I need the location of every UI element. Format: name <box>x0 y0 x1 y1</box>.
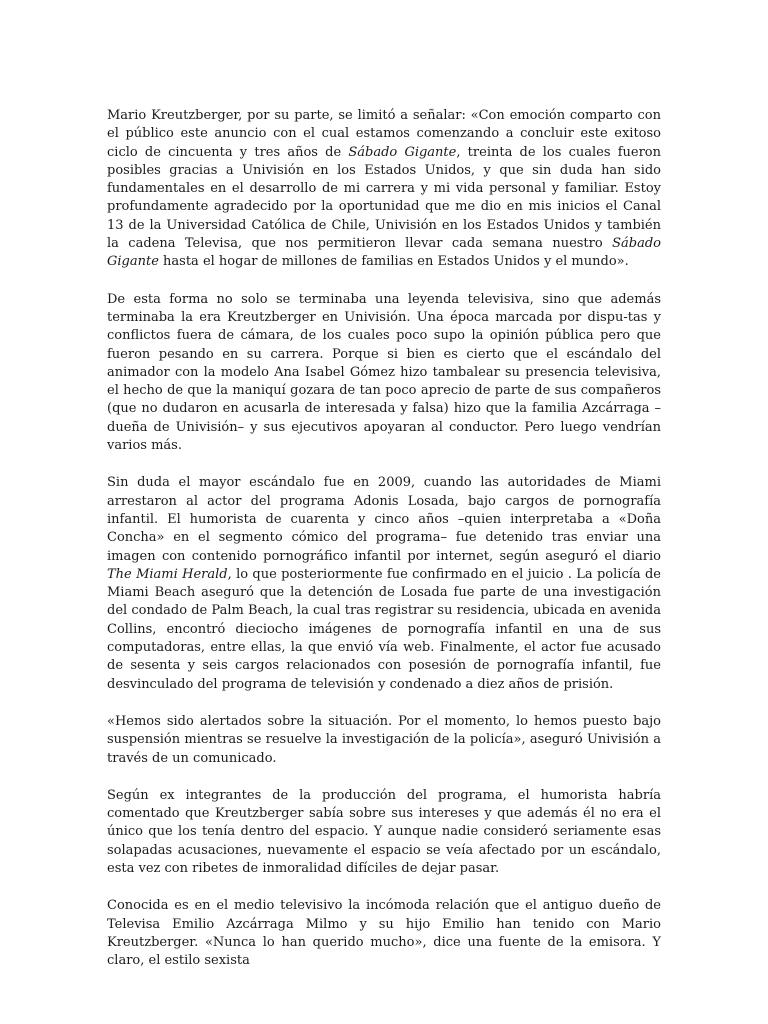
paragraph-1 <box>107 107 661 272</box>
paragraph-4-text: «Hemos sido alertados sobre la situación. Por el momento, lo hemos puesto bajo suspensión mientras se resuelve la investigación de la policía», aseguró Univisión a través de un comunicado. <box>107 713 661 766</box>
document-page <box>107 107 661 989</box>
paragraph-1-title-sabado-gigante-2: Sábado Gigante <box>107 236 661 270</box>
paragraph-3 <box>107 474 661 694</box>
paragraph-2-text: De esta forma no solo se terminaba una leyenda televisiva, sino que además terminaba la era Kreutzberger en Univisión. Una época marcada por dispu-tas y conflictos fuera de cámara, de los cuales poco supo la opinión pública pero que fueron pesando en su carrera. Porque si bien es cierto que el escándalo del animador con la modelo Ana Isabel Gómez hizo tambalear su presencia televisiva, el hecho de que la maniquí gozara de tan poco aprecio de parte de sus compañeros (que no dudaron en acusarla de interesada y falsa) hizo que la familia Azcárraga –dueña de Univisión– y sus ejecutivos apoyaran al conductor. Pero luego vendrían varios más. <box>107 291 661 454</box>
paragraph-3-text-1: Sin duda el mayor escándalo fue en 2009, cuando las autoridades de Miami arrestaron al actor del programa Adonis Losada, bajo cargos de pornografía infantil. El humorista de cuarenta y cinco años –quien interpretaba a «Doña Concha» en el segmento cómico del programa– fue detenido tras enviar una imagen con contenido pornográfico infantil por internet, según aseguró el diario <box>107 475 661 564</box>
paragraph-5-text: Según ex integrantes de la producción del programa, el humorista habría comentado que Kreutzberger sabía sobre sus intereses y que además él no era el único que los tenía dentro del espacio. Y aunque nadie consideró seriamente esas solapadas acusaciones, nuevamente el espacio se veía afectado por un escándalo, esta vez con ribetes de inmoralidad difíciles de dejar pasar. <box>107 787 661 876</box>
paragraph-1-title-sabado-gigante: Sábado Gigante <box>348 144 457 160</box>
paragraph-1-text-1: Mario Kreutzberger, por su parte, se limitó a señalar: «Con emoción comparto con el público este anuncio con el cual estamos comenzando a concluir este exitoso ciclo de cincuenta y tres años de <box>107 108 661 160</box>
paragraph-1-text-2: , treinta de los cuales fueron posibles gracias a Univisión en los Estados Unidos, y que sin duda han sido fundamentales en el desarrollo de mi carrera y mi vida personal y familiar. Estoy profundamente agradecido por la oportunidad que me dio en mis inicios el Canal 13 de la Universidad Católica de Chile, Univisión en los Estados Unidos y también la cadena Televisa, que nos permitieron llevar cada semana nuestro <box>107 144 661 252</box>
paragraph-6-text: Conocida es en el medio televisivo la incómoda relación que el antiguo dueño de Televisa Emilio Azcárraga Milmo y su hijo Emilio han tenido con Mario Kreutzberger. «Nunca lo han querido mucho», dice una fuente de la emisora. Y claro, el estilo sexista <box>107 898 661 969</box>
paragraph-2 <box>107 291 661 456</box>
paragraph-1-text-3: hasta el hogar de millones de familias en Estados Unidos y el mundo». <box>158 254 629 270</box>
paragraph-4 <box>107 713 661 768</box>
paragraph-6 <box>107 897 661 970</box>
paragraph-5 <box>107 787 661 878</box>
paragraph-3-newspaper-name: The Miami Herald <box>107 566 228 582</box>
paragraph-3-text-2: , lo que posteriormente fue confirmado en el juicio . La policía de Miami Beach aseguró que la detención de Losada fue parte de una investigación del condado de Palm Beach, la cual tras registrar su residencia, ubicada en avenida Collins, encontró dieciocho imágenes de pornografía infantil en una de sus computadoras, entre ellas, la que envió vía web. Finalmente, el actor fue acusado de sesenta y seis cargos relacionados con posesión de pornografía infantil, fue desvinculado del programa de televisión y condenado a diez años de prisión. <box>107 566 661 692</box>
